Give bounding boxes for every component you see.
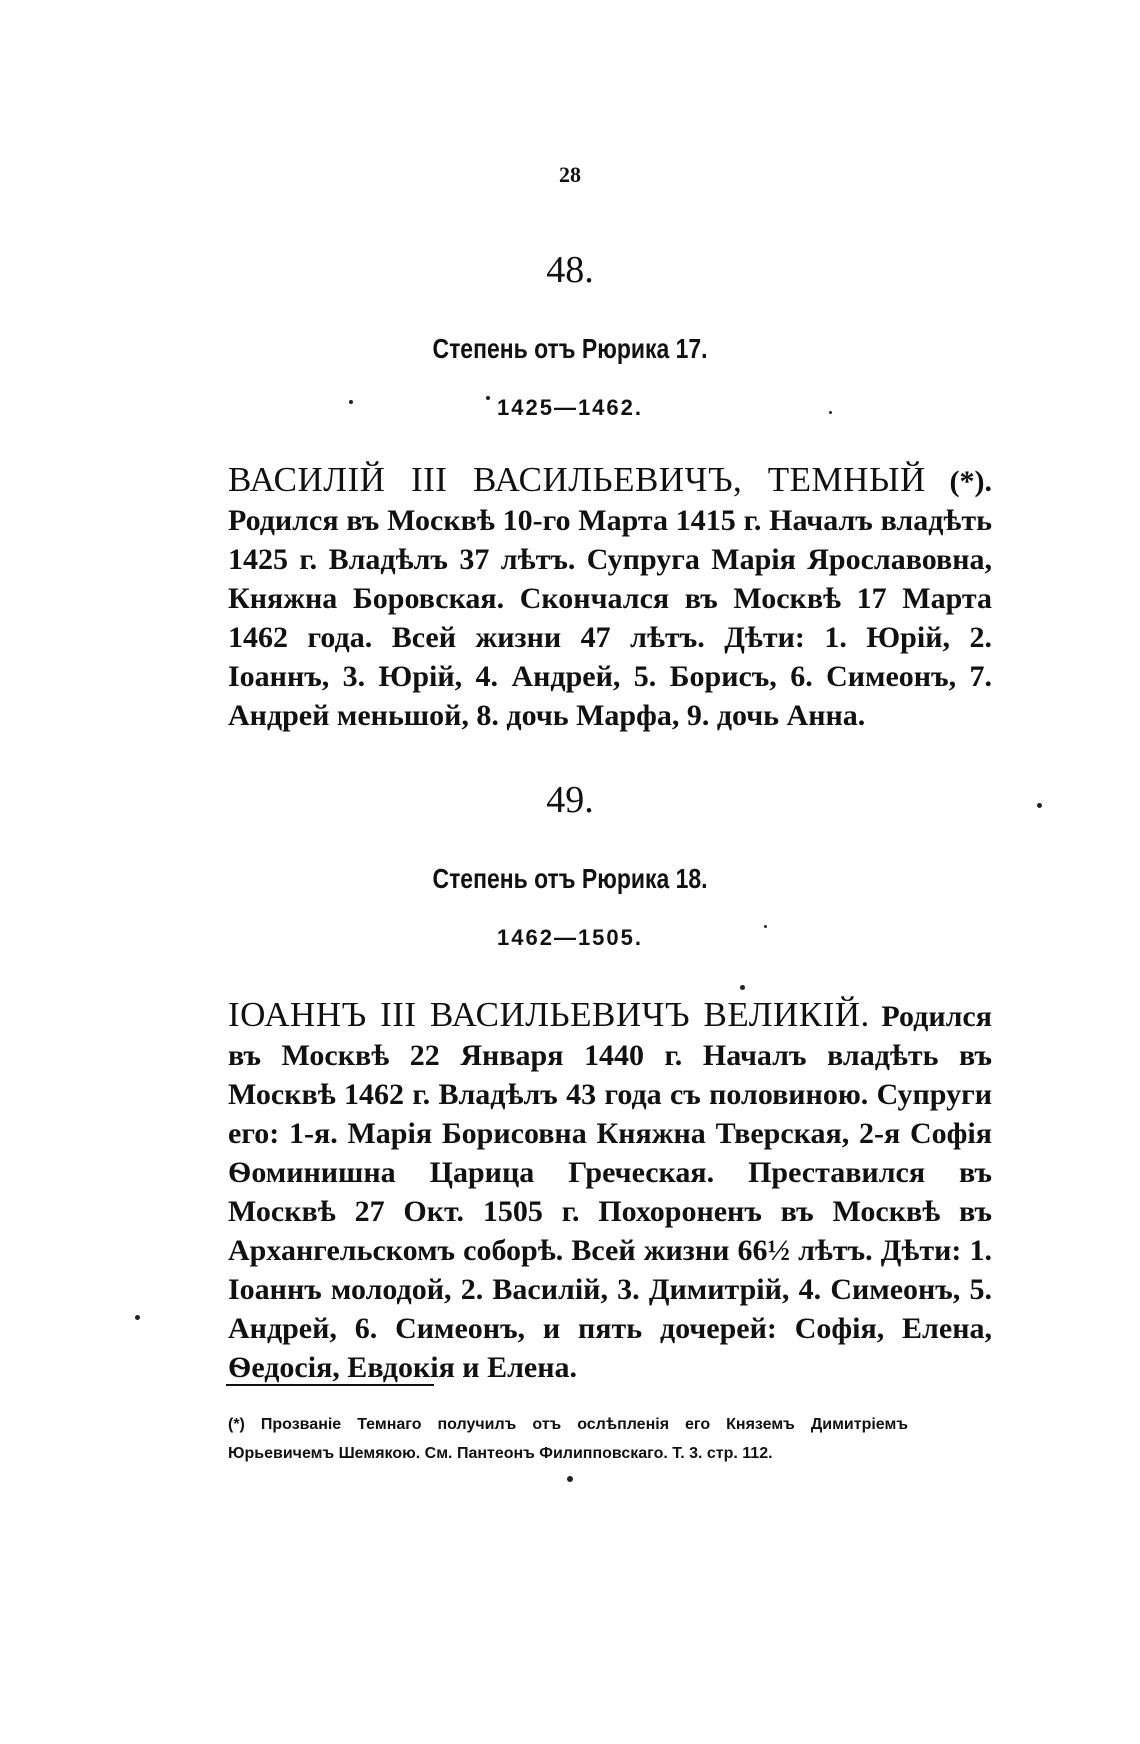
footnote: (*) Прозваніе Темнаго получилъ отъ ослѣпленія его Княземъ Димитріемъ Юрьевичемъ Шемякою. См. Пантеонъ Филипповскаго. Т. 3. стр. 112.	[228, 1416, 908, 1462]
entry-text: (*). Родился въ Москвѣ 10-го Марта 1415 г. Началъ владѣть 1425 г. Владѣлъ 37 лѣтъ. Супруга Марія Ярославовна, Княжна Боровская. Скончался въ Москвѣ 17 Марта 1462 года. Всей жизни 47 лѣтъ. Дѣти: 1. Юрій, 2. Іоаннъ, 3. Юрій, 4. Андрей, 5. Борисъ, 6. Симеонъ, 7. Андрей меньшой, 8. дочь Марфа, 9. дочь Анна.	[228, 465, 992, 732]
degree-heading: Степень отъ Рюрика 17.	[432, 333, 708, 364]
reign-years: 1425—1462.	[497, 395, 643, 420]
entry-number: 48.	[546, 249, 594, 291]
scan-speck	[349, 400, 353, 404]
entry-paragraph	[228, 995, 992, 1387]
scan-speck	[764, 925, 767, 928]
footnote-divider	[226, 1384, 434, 1386]
scan-speck	[567, 1476, 573, 1482]
scan-speck	[740, 985, 745, 990]
degree-heading: Степень отъ Рюрика 18.	[432, 863, 708, 894]
page-number: 28	[559, 162, 581, 187]
scan-speck	[135, 1315, 140, 1320]
entry-paragraph	[228, 460, 992, 735]
scan-speck	[486, 396, 490, 400]
ruler-name: ІОАННЪ III ВАСИЛЬЕВИЧЪ ВЕЛИКІЙ.	[228, 995, 870, 1034]
scan-speck	[1037, 803, 1042, 808]
scan-speck	[829, 411, 832, 414]
entry-number: 49.	[546, 779, 594, 821]
reign-years: 1462—1505.	[497, 925, 643, 950]
ruler-name: ВАСИЛІЙ III ВАСИЛЬЕВИЧЪ, ТЕМНЫЙ	[228, 460, 926, 499]
entry-text: Родился въ Москвѣ 22 Января 1440 г. Началъ владѣть въ Москвѣ 1462 г. Владѣлъ 43 года съ половиною. Супруги его: 1-я. Марія Борисовна Княжна Тверская, 2-я Софія Ѳоминишна Царица Греческая. Преставился въ Москвѣ 27 Окт. 1505 г. Похороненъ въ Москвѣ въ Архангельскомъ соборѣ. Всей жизни 66½ лѣтъ. Дѣти: 1. Іоаннъ молодой, 2. Василій, 3. Димитрій, 4. Симеонъ, 5. Андрей, 6. Симеонъ, и пять дочерей: Софія, Елена, Ѳедосія, Евдокія и Елена.	[228, 1000, 992, 1384]
